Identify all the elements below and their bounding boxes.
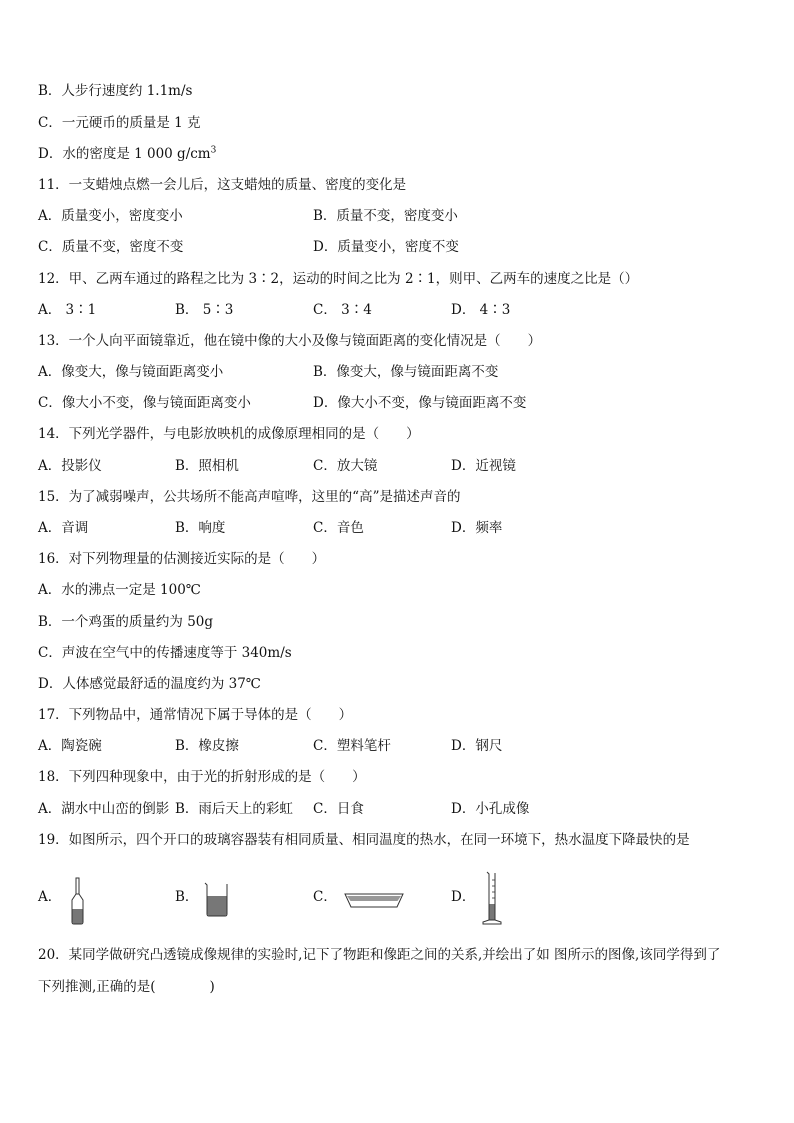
q16-option-c: C．声波在空气中的传播速度等于 340m/s (38, 645, 292, 661)
q16-option-b: B．一个鸡蛋的质量约为 50g (38, 614, 214, 630)
q19-option-d-label: D． (451, 889, 476, 905)
q14-stem: 14．下列光学器件，与电影放映机的成像原理相同的是（ ） (38, 426, 420, 442)
q12-option-c: C． 3∶4 (313, 302, 372, 318)
q18-option-a: A．湖水中山峦的倒影 (38, 801, 170, 817)
q15-option-a: A．音调 (38, 520, 89, 536)
q19-stem: 19．如图所示，四个开口的玻璃容器装有相同质量、相同温度的热水，在同一环境下，热水温度下降最快的是 (38, 832, 690, 848)
q12-option-d: D． 4∶3 (451, 302, 511, 318)
q13-option-c: C．像大小不变，像与镜面距离变小 (38, 395, 251, 411)
q20-stem-line2: 下列推测,正确的是( ) (38, 979, 215, 995)
q17-option-a: A．陶瓷碗 (38, 738, 102, 754)
q20-stem-line1: 20．某同学做研究凸透镜成像规律的实验时,记下了物距和像距之间的关系,并绘出了如 图所示的图像,该同学得到了 (38, 947, 721, 963)
q18-option-d: D．小孔成像 (451, 801, 530, 817)
q14-option-b: B．照相机 (175, 458, 239, 474)
q10-option-c: C．一元硬币的质量是 1 克 (38, 115, 201, 131)
q14-option-c: C．放大镜 (313, 458, 378, 474)
q10-option-b: B．人步行速度约 1.1m/s (38, 83, 193, 99)
q16-stem: 16．对下列物理量的估测接近实际的是（ ） (38, 551, 326, 567)
shallow-dish-icon (343, 890, 405, 912)
q11-option-b: B．质量不变，密度变小 (313, 208, 458, 224)
q19-option-a-label: A． (38, 889, 62, 905)
q18-stem: 18．下列四种现象中，由于光的折射形成的是（ ） (38, 769, 366, 785)
q14-option-d: D．近视镜 (451, 458, 516, 474)
beaker-icon (203, 880, 231, 918)
q11-option-a: A．质量变小，密度变小 (38, 208, 183, 224)
q17-option-c: C．塑料笔杆 (313, 738, 391, 754)
narrow-bottle-icon (68, 876, 88, 926)
q18-option-c: C．日食 (313, 801, 364, 817)
q16-option-d: D．人体感觉最舒适的温度约为 37℃ (38, 676, 261, 692)
q15-option-b: B．响度 (175, 520, 226, 536)
q15-option-d: D．频率 (451, 520, 503, 536)
q13-stem: 13．一个人向平面镜靠近，他在镜中像的大小及像与镜面距离的变化情况是（ ） (38, 333, 542, 349)
q17-option-b: B．橡皮擦 (175, 738, 239, 754)
q19-option-c-label: C． (313, 889, 337, 905)
q18-option-b: B．雨后天上的彩虹 (175, 801, 293, 817)
q11-option-d: D．质量变小，密度不变 (313, 239, 459, 255)
q10-option-d-text: D．水的密度是 1 000 g/cm (38, 146, 211, 162)
q12-option-b: B． 5∶3 (175, 302, 234, 318)
q10-option-d-exponent: 3 (210, 145, 217, 156)
q19-option-b-label: B． (175, 889, 199, 905)
q13-option-d: D．像大小不变，像与镜面距离不变 (313, 395, 527, 411)
q17-option-d: D．钢尺 (451, 738, 503, 754)
q15-option-c: C．音色 (313, 520, 364, 536)
q13-option-b: B．像变大，像与镜面距离不变 (313, 364, 499, 380)
q12-option-a: A． 3∶1 (38, 302, 97, 318)
q13-option-a: A．像变大，像与镜面距离变小 (38, 364, 224, 380)
q12-stem: 12．甲、乙两车通过的路程之比为 3∶2，运动的时间之比为 2∶1，则甲、乙两车的速度之比是（） (38, 271, 639, 287)
q10-option-d (38, 144, 216, 164)
q14-option-a: A．投影仪 (38, 458, 102, 474)
q17-stem: 17．下列物品中，通常情况下属于导体的是（ ） (38, 707, 353, 723)
graduated-cylinder-icon (480, 870, 504, 928)
q16-option-a: A．水的沸点一定是 100℃ (38, 582, 201, 598)
q11-stem: 11．一支蜡烛点燃一会儿后，这支蜡烛的质量、密度的变化是 (38, 177, 407, 193)
q15-stem: 15．为了减弱噪声，公共场所不能高声喧哗，这里的“高”是描述声音的 (38, 489, 461, 505)
q11-option-c: C．质量不变，密度不变 (38, 239, 184, 255)
